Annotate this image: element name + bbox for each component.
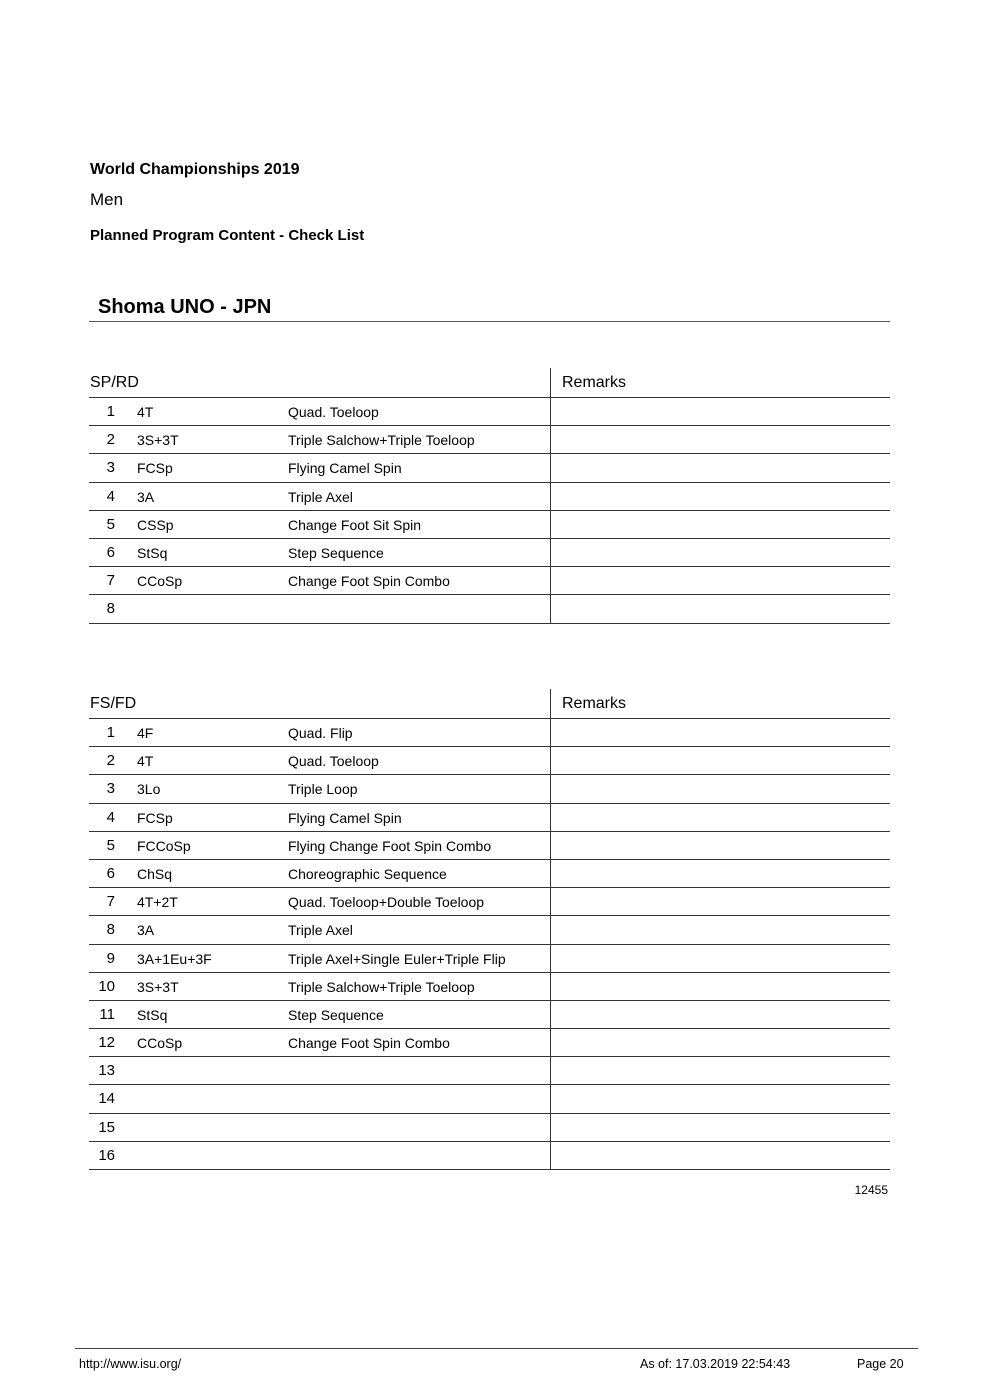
element-code: 3S+3T — [137, 432, 179, 449]
element-description: Step Sequence — [288, 1006, 384, 1023]
element-number: 4 — [106, 808, 115, 826]
element-row — [89, 1057, 890, 1085]
element-code: FCSp — [137, 809, 173, 826]
element-row — [89, 916, 890, 944]
element-row — [89, 1114, 890, 1142]
element-number: 14 — [98, 1090, 115, 1108]
element-row — [89, 1029, 890, 1057]
element-description: Triple Loop — [288, 781, 358, 798]
element-code: 3A — [137, 922, 155, 939]
element-row — [89, 483, 890, 511]
element-description: Triple Salchow+Triple Toeloop — [288, 978, 475, 995]
element-number: 3 — [106, 459, 115, 477]
element-number: 5 — [106, 515, 115, 533]
segment-label: SP/RD — [90, 374, 139, 391]
element-number: 1 — [106, 403, 115, 420]
element-description: Quad. Toeloop — [288, 753, 379, 770]
element-code: 4T+2T — [137, 894, 178, 911]
element-row — [89, 567, 890, 595]
element-row — [89, 595, 890, 623]
short-program-rows — [89, 398, 890, 624]
element-code: CCoSp — [137, 1035, 183, 1052]
element-number: 15 — [98, 1118, 115, 1136]
element-description: Triple Salchow+Triple Toeloop — [288, 432, 475, 449]
element-description: Change Foot Spin Combo — [288, 573, 450, 590]
remarks-header: Remarks — [562, 695, 627, 712]
element-description: Step Sequence — [288, 544, 384, 561]
element-row — [89, 719, 890, 747]
element-number: 4 — [106, 487, 115, 505]
element-row — [89, 1001, 890, 1029]
footer-url-link[interactable]: http://www.isu.org/ — [79, 1357, 182, 1371]
footer-timestamp: As of: 17.03.2019 22:54:43 — [640, 1357, 791, 1371]
element-number: 1 — [106, 724, 115, 741]
element-number: 2 — [106, 431, 115, 449]
element-row — [89, 454, 890, 482]
document-id: 12455 — [854, 1183, 888, 1197]
element-row — [89, 775, 890, 803]
element-description: Quad. Flip — [288, 725, 353, 741]
element-description: Quad. Toeloop+Double Toeloop — [288, 894, 485, 911]
element-description: Triple Axel — [288, 488, 353, 505]
element-description: Triple Axel — [288, 922, 353, 939]
element-description: Change Foot Sit Spin — [288, 516, 422, 533]
remarks-header: Remarks — [562, 374, 627, 391]
free-skating-table — [89, 689, 890, 1170]
element-description: Quad. Toeloop — [288, 404, 379, 420]
free-skating-header — [89, 689, 890, 719]
element-description: Choreographic Sequence — [288, 865, 447, 882]
element-row — [89, 539, 890, 567]
element-code: 4F — [137, 725, 154, 741]
element-number: 6 — [106, 543, 115, 561]
footer-page-number: Page 20 — [857, 1357, 904, 1371]
element-code: ChSq — [137, 865, 173, 882]
short-program-header — [89, 368, 890, 398]
element-description: Flying Camel Spin — [288, 460, 402, 477]
element-row — [89, 888, 890, 916]
element-row — [89, 973, 890, 1001]
element-code: CSSp — [137, 516, 174, 533]
element-number: 8 — [106, 600, 115, 618]
element-number: 7 — [106, 572, 115, 590]
document-subtitle: Planned Program Content - Check List — [90, 227, 365, 244]
free-skating-rows — [89, 719, 890, 1170]
element-row — [89, 945, 890, 973]
element-description: Flying Camel Spin — [288, 809, 402, 826]
element-code: 3A+1Eu+3F — [137, 950, 212, 967]
element-number: 16 — [98, 1146, 115, 1164]
category-label: Men — [90, 190, 124, 209]
element-number: 13 — [98, 1062, 115, 1080]
event-title: World Championships 2019 — [90, 161, 300, 178]
skater-divider — [89, 321, 890, 322]
skater-name: Shoma UNO - JPN — [98, 296, 272, 318]
element-code: 3Lo — [137, 781, 161, 798]
element-row — [89, 398, 890, 426]
element-row — [89, 1142, 890, 1170]
element-code: FCCoSp — [137, 837, 191, 854]
element-number: 2 — [106, 752, 115, 770]
element-row — [89, 1085, 890, 1113]
element-row — [89, 511, 890, 539]
element-code: StSq — [137, 1006, 168, 1023]
element-code: 3S+3T — [137, 978, 179, 995]
element-row — [89, 747, 890, 775]
element-number: 8 — [106, 921, 115, 939]
segment-label: FS/FD — [90, 695, 137, 712]
element-number: 5 — [106, 836, 115, 854]
element-code: CCoSp — [137, 573, 183, 590]
element-code: 4T — [137, 753, 154, 770]
element-code: FCSp — [137, 460, 173, 477]
element-code: 4T — [137, 404, 154, 420]
element-number: 9 — [106, 949, 115, 967]
short-program-table — [89, 368, 890, 624]
element-code: StSq — [137, 544, 168, 561]
footer-divider — [75, 1348, 918, 1349]
element-row — [89, 426, 890, 454]
element-code: 3A — [137, 488, 155, 505]
element-number: 3 — [106, 780, 115, 798]
element-description: Change Foot Spin Combo — [288, 1035, 450, 1052]
element-description: Flying Change Foot Spin Combo — [288, 837, 492, 854]
element-number: 10 — [98, 977, 115, 995]
element-number: 7 — [106, 893, 115, 911]
element-row — [89, 860, 890, 888]
element-row — [89, 804, 890, 832]
element-number: 6 — [106, 864, 115, 882]
element-description: Triple Axel+Single Euler+Triple Flip — [288, 950, 506, 967]
element-row — [89, 832, 890, 860]
element-number: 12 — [98, 1034, 115, 1052]
element-number: 11 — [99, 1005, 115, 1023]
